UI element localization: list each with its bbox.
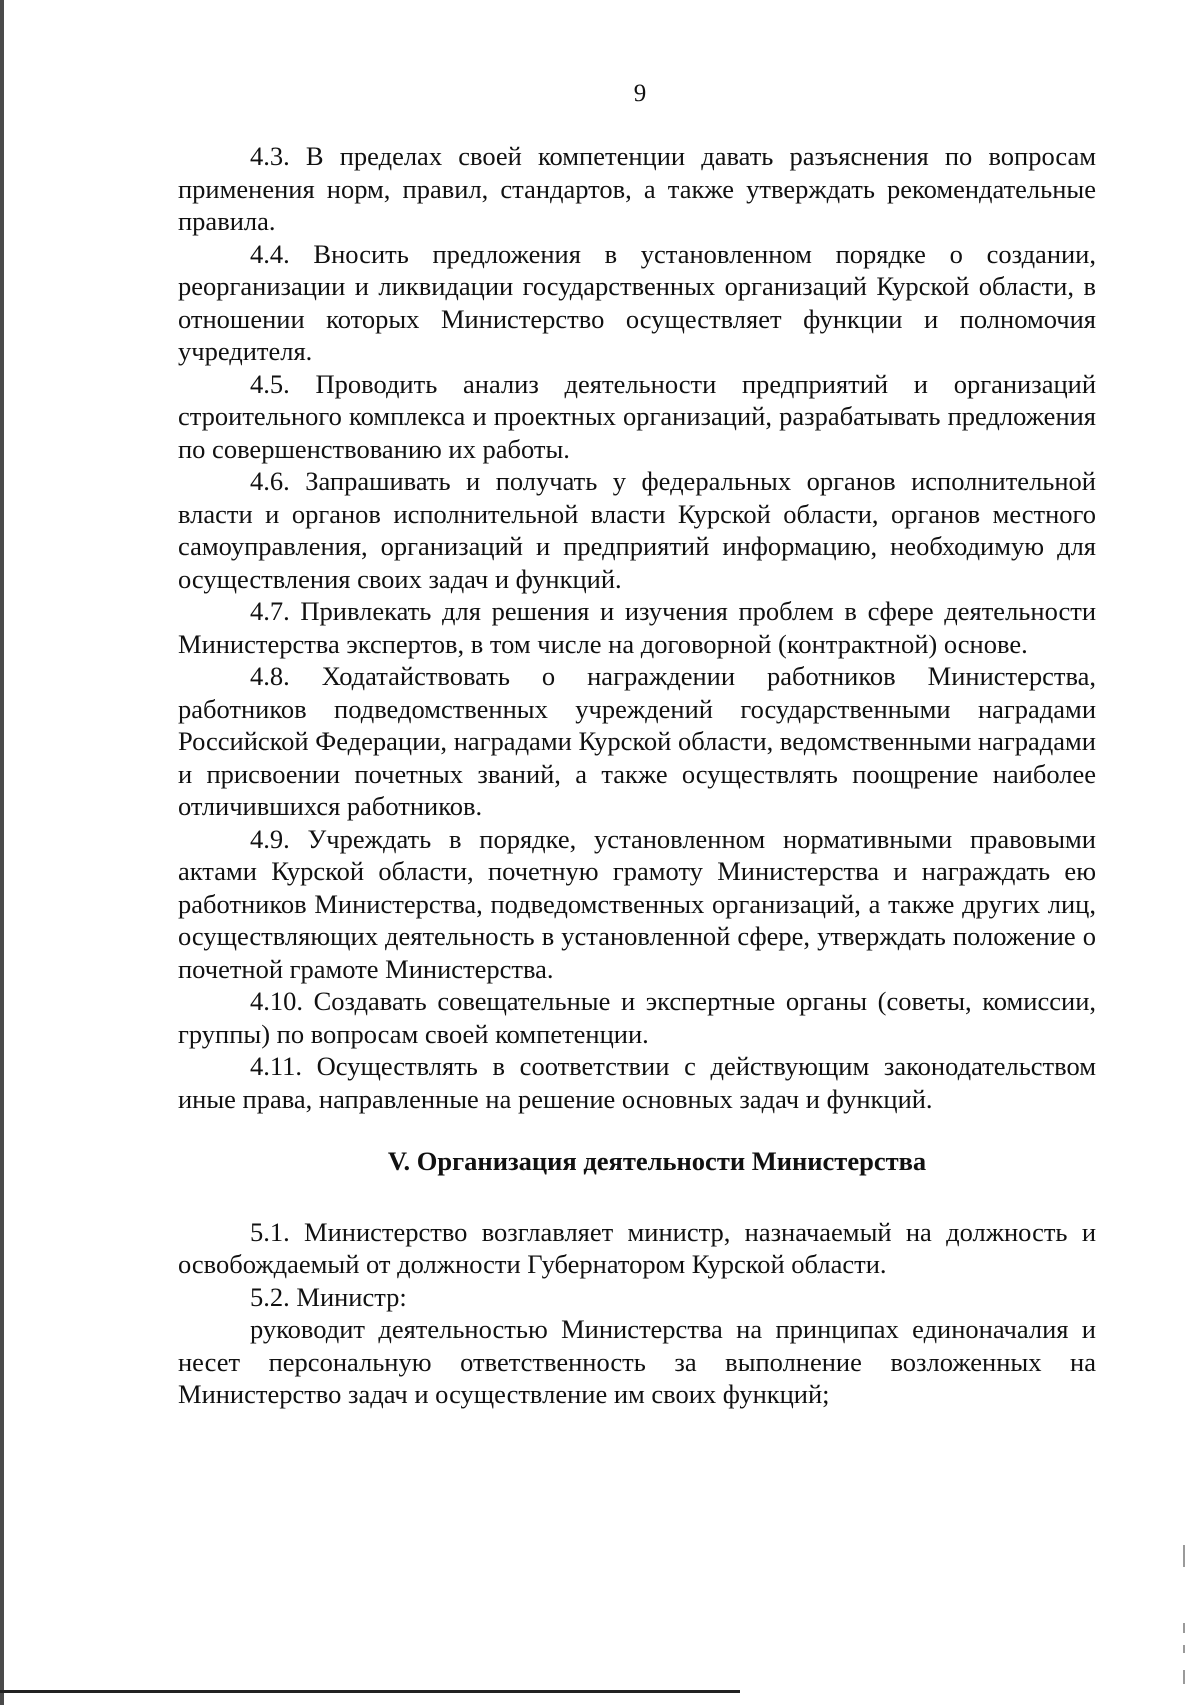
paragraph-4-7: 4.7. Привлекать для решения и изучения проблем в сфере деятельности Министерства экспертов, в том числе на договорной (контрактной) основе. <box>178 596 1096 659</box>
scan-bottom-line <box>0 1690 740 1693</box>
paragraph-5-2: 5.2. Министр: <box>250 1281 407 1312</box>
paragraph-5-2-item: руководит деятельностью Министерства на принципах единоначалия и несет персональную ответственность за выполнение возложенных на Министерство задач и осуществление им своих функций; <box>178 1314 1096 1409</box>
document-body <box>178 140 1096 1411</box>
paragraph-4-8: 4.8. Ходатайствовать о награждении работников Министерства, работников подведомственных учреждений государственными наградами Российской Федерации, наградами Курской области, ведомственными наградами и присвоении почетных званий, а также осуществлять поощрение наиболее отличившихся работников. <box>178 661 1096 821</box>
paragraph-4-5: 4.5. Проводить анализ деятельности предприятий и организаций строительного комплекса и проектных организаций, разрабатывать предложения по совершенствованию их работы. <box>178 368 1096 464</box>
paragraph-4-11: 4.11. Осуществлять в соответствии с действующим законодательством иные права, направленные на решение основных задач и функций. <box>178 1051 1096 1114</box>
scan-margin-marks <box>1183 1545 1185 1695</box>
scan-left-edge <box>0 0 4 1705</box>
section-heading: V. Организация деятельности Министерства <box>387 1146 927 1176</box>
paragraph-4-9: 4.9. Учреждать в порядке, установленном нормативными правовыми актами Курской области, почетную грамоту Министерства и награждать ею работников Министерства, подведомственных организаций, а также других лиц, осуществляющих деятельность в установленной сфере, утверждать положение о почетной грамоте Министерства. <box>178 823 1096 984</box>
paragraph-4-10: 4.10. Создавать совещательные и экспертные органы (советы, комиссии, группы) по вопросам своей компетенции. <box>178 986 1096 1049</box>
paragraph-4-4: 4.4. Вносить предложения в установленном порядке о создании, реорганизации и ликвидации государственных организаций Курской области, в отношении которых Министерство осуществляет функции и полномочия учредителя. <box>178 238 1096 366</box>
paragraph-4-3: 4.3. В пределах своей компетенции давать разъяснения по вопросам применения норм, правил, стандартов, а также утверждать рекомендательные правила. <box>178 141 1096 236</box>
paragraph-5-1: 5.1. Министерство возглавляет министр, назначаемый на должность и освобождаемый от должности Губернатором Курской области. <box>178 1216 1096 1279</box>
page-number: 9 <box>633 80 647 107</box>
paragraph-4-6: 4.6. Запрашивать и получать у федеральных органов исполнительной власти и органов исполнительной власти Курской области, органов местного самоуправления, организаций и предприятий информацию, необходимую для осуществления своих задач и функций. <box>178 466 1096 594</box>
